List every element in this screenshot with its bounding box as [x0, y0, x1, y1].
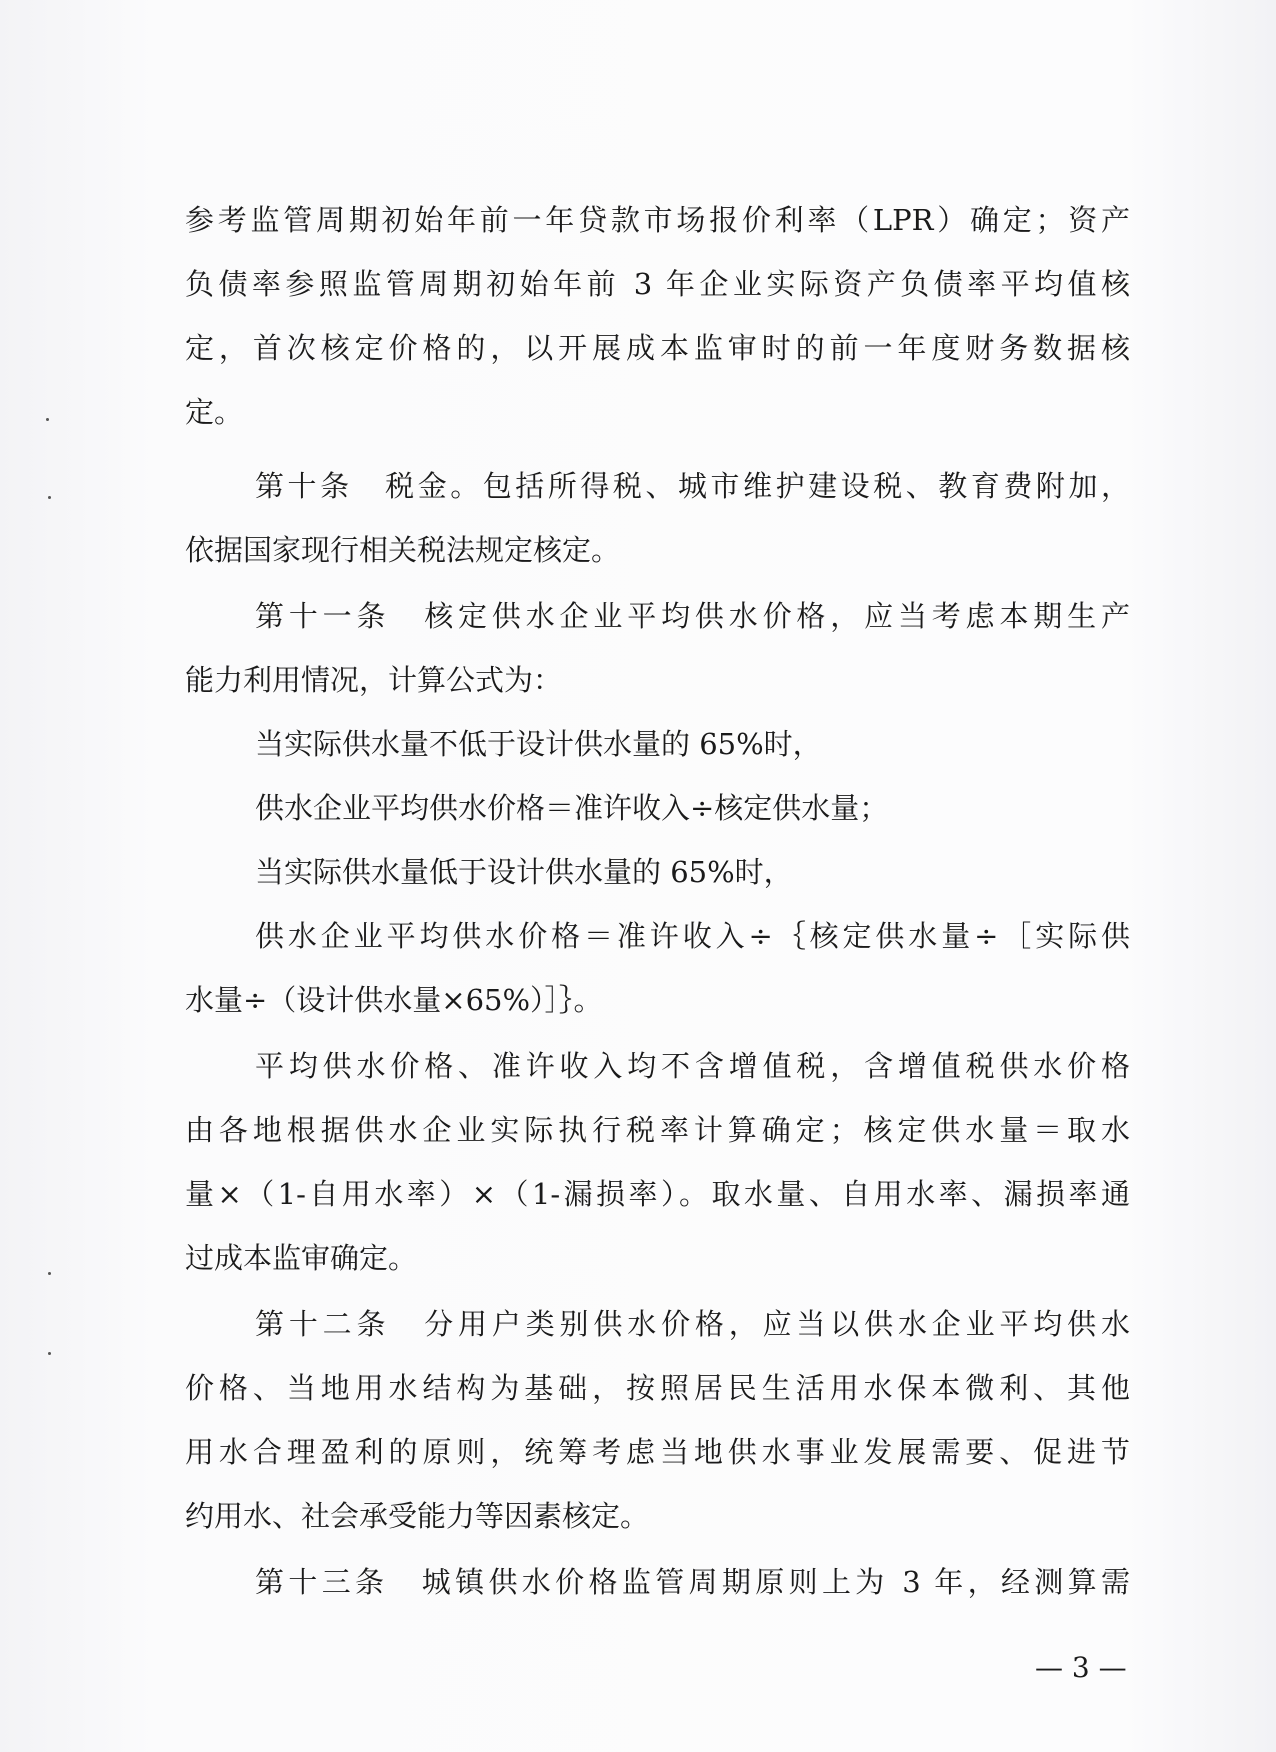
text-line: 参考监管周期初始年前一年贷款市场报价利率（LPR）确定；资产 [185, 203, 1130, 237]
article-10-heading-line: 第十条 税金。包括所得税、城市维护建设税、教育费附加， [255, 469, 1130, 503]
scan-speck [48, 496, 51, 499]
text-line: 用水合理盈利的原则，统筹考虑当地供水事业发展需要、促进节 [185, 1435, 1130, 1469]
text-line: 能力利用情况，计算公式为： [185, 663, 563, 697]
scan-speck [46, 418, 49, 421]
text-line: 定。 [185, 395, 244, 429]
text-line: 过成本监审确定。 [185, 1241, 418, 1275]
article-13-heading-line: 第十三条 城镇供水价格监管周期原则上为 3 年，经测算需 [255, 1565, 1130, 1599]
text-line: 负债率参照监管周期初始年前 3 年企业实际资产负债率平均值核 [185, 267, 1130, 301]
text-line: 量×（1-自用水率）×（1-漏损率）。取水量、自用水率、漏损率通 [185, 1177, 1130, 1211]
scan-speck [48, 1272, 51, 1275]
page-number: — 3 — [1035, 1651, 1127, 1684]
text-line: 由各地根据供水企业实际执行税率计算确定；核定供水量＝取水 [185, 1113, 1130, 1147]
text-line: 定，首次核定价格的，以开展成本监审时的前一年度财务数据核 [185, 331, 1130, 365]
article-11-heading-line: 第十一条 核定供水企业平均供水价格，应当考虑本期生产 [255, 599, 1130, 633]
formula-condition-line: 当实际供水量不低于设计供水量的 65%时， [255, 727, 822, 761]
formula-line: 供水企业平均供水价格＝准许收入÷核定供水量； [255, 791, 889, 825]
scan-speck [48, 1352, 51, 1355]
article-12-heading-line: 第十二条 分用户类别供水价格，应当以供水企业平均供水 [255, 1307, 1130, 1341]
formula-line: 水量÷（设计供水量×65%）］｝。 [185, 983, 603, 1017]
text-line: 约用水、社会承受能力等因素核定。 [185, 1499, 650, 1533]
formula-condition-line: 当实际供水量低于设计供水量的 65%时， [255, 855, 793, 889]
text-line: 平均供水价格、准许收入均不含增值税，含增值税供水价格 [255, 1049, 1130, 1083]
text-line: 价格、当地用水结构为基础，按照居民生活用水保本微利、其他 [185, 1371, 1130, 1405]
text-line: 依据国家现行相关税法规定核定。 [185, 533, 621, 567]
formula-line: 供水企业平均供水价格＝准许收入÷｛核定供水量÷［实际供 [255, 919, 1130, 953]
